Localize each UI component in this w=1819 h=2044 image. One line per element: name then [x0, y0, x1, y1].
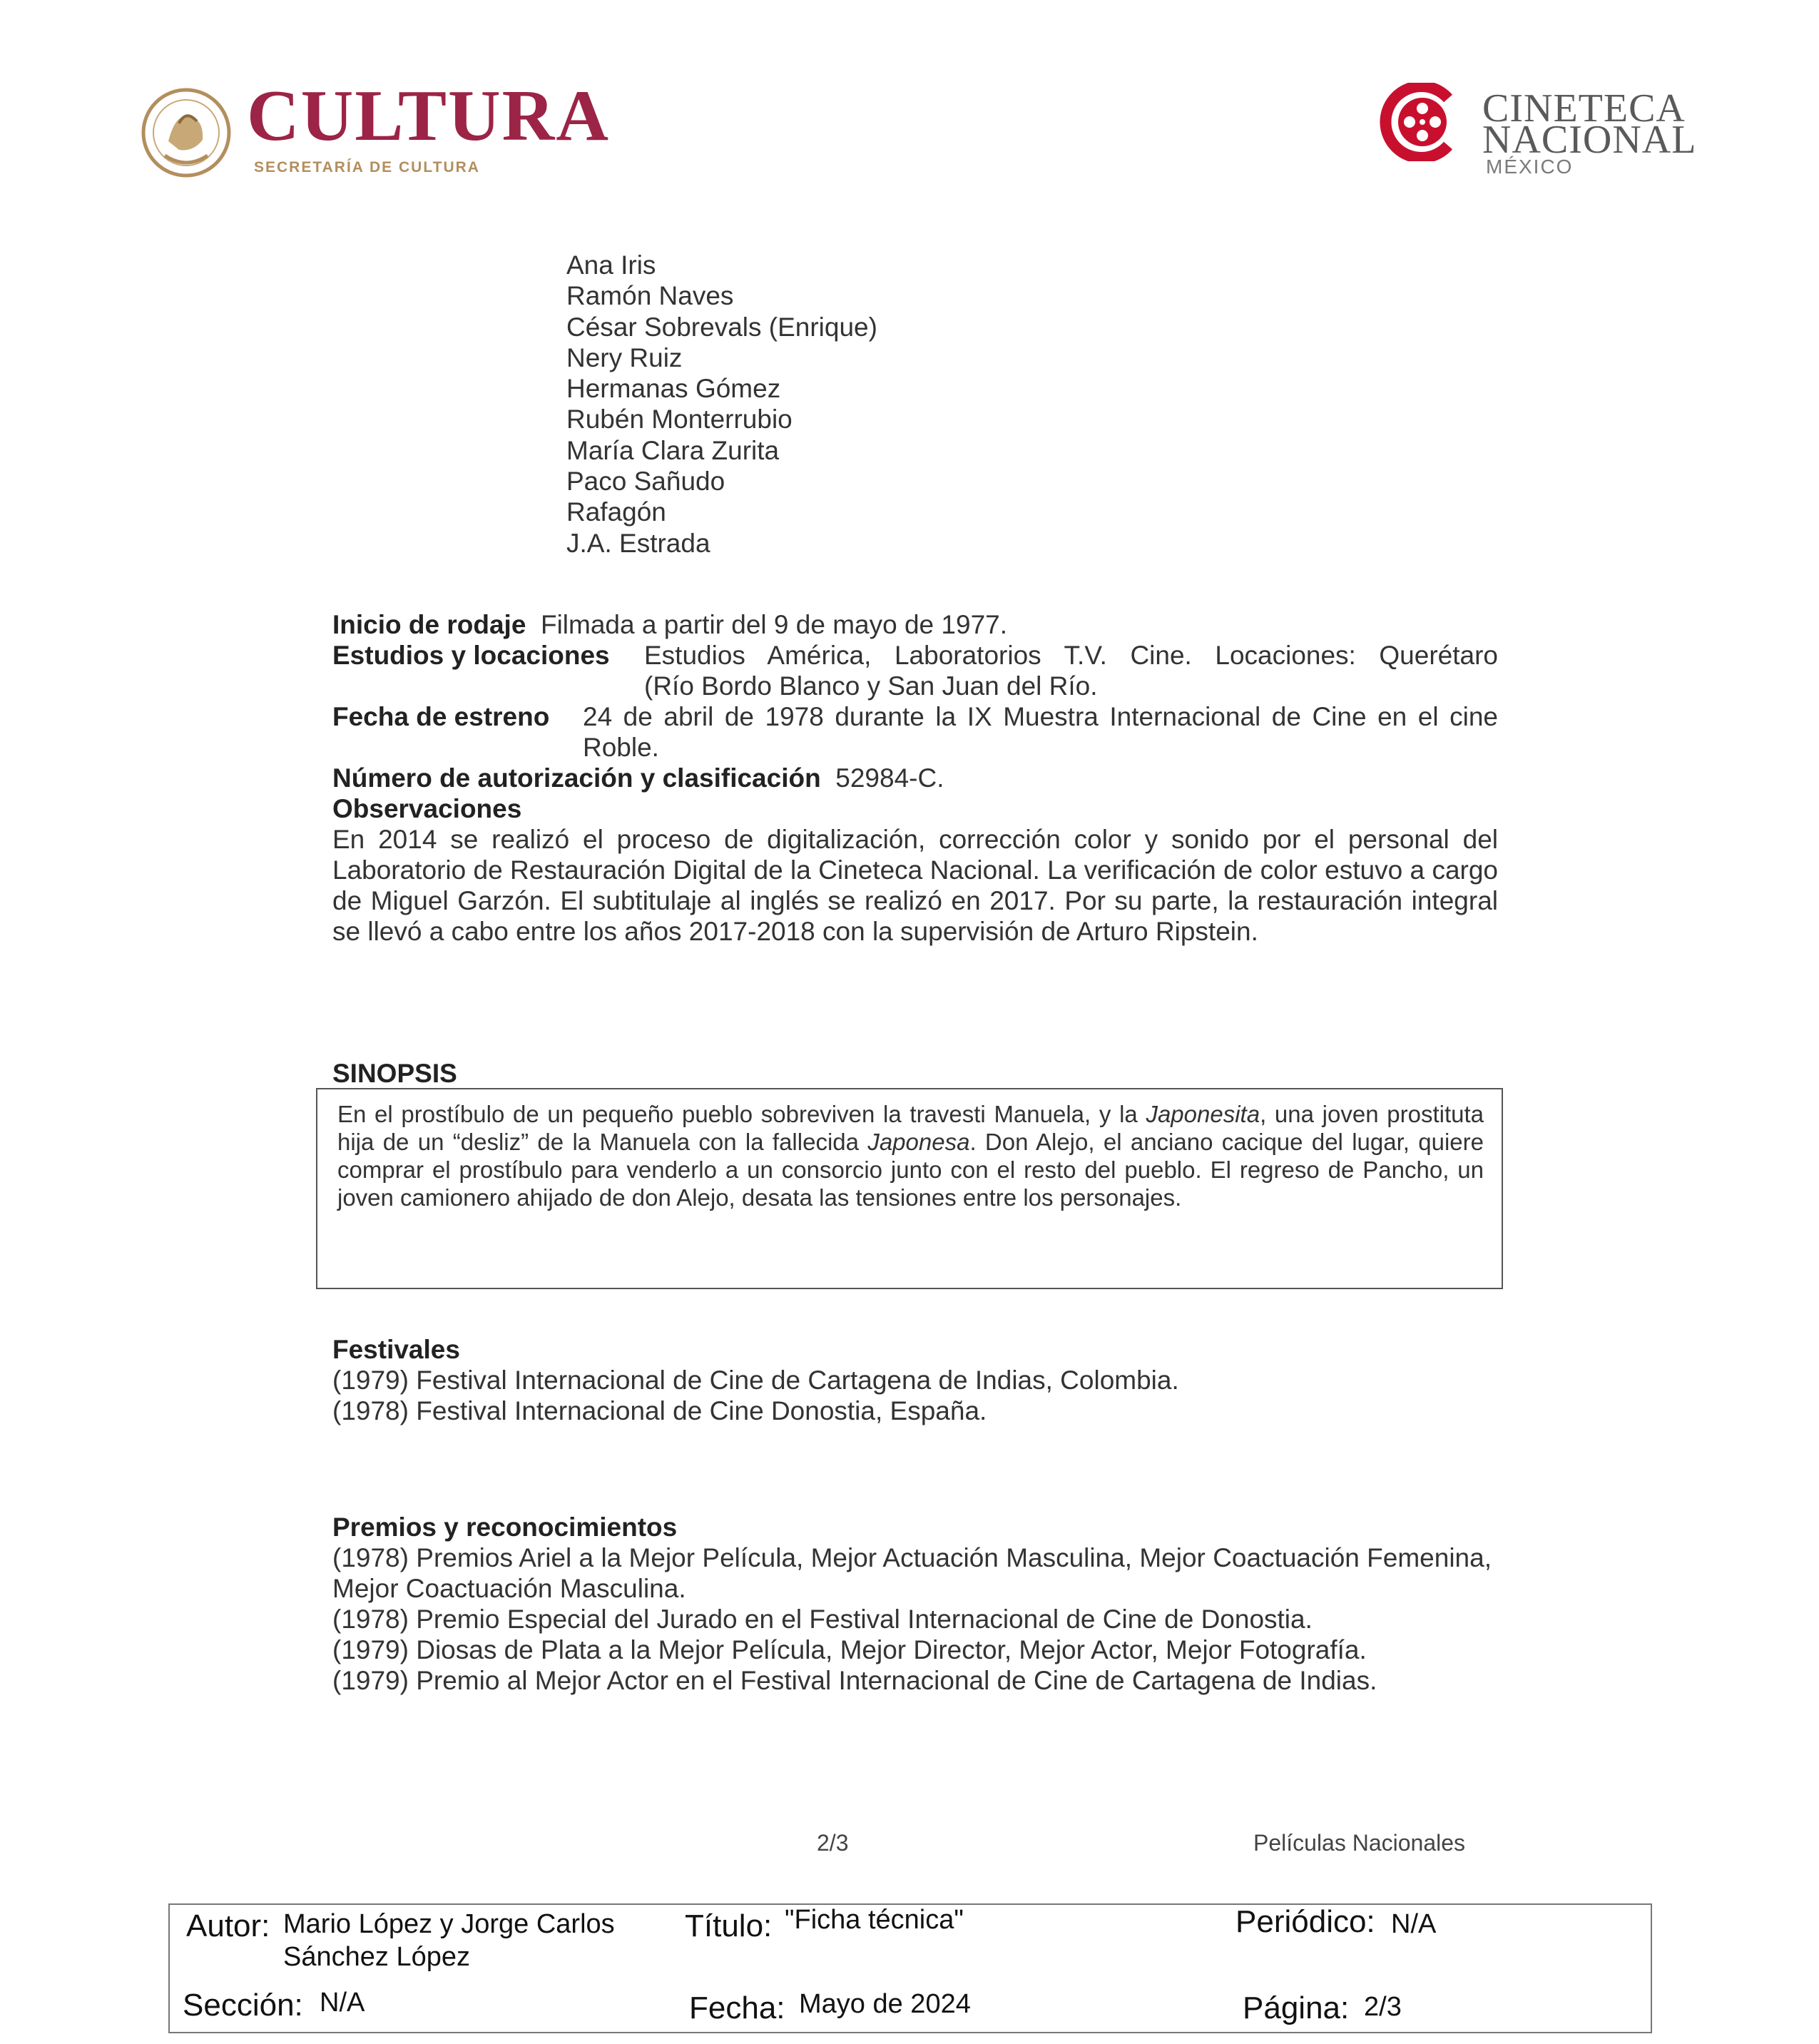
- sinopsis-text-part: . Don Alejo, el anciano cacique del lugar, quiere comprar el prostíbulo para venderlo a un consorcio junto con el resto del pueblo. El regreso de Pancho, un joven camionero ahijado de don Alejo, desata las tensiones entre los personajes.: [337, 1129, 1484, 1211]
- cast-item: J.A. Estrada: [566, 528, 710, 558]
- premios-heading: Premios y reconocimientos: [332, 1512, 678, 1542]
- pagina-value: 2/3: [1364, 1992, 1402, 2022]
- festival-item: (1979) Festival Internacional de Cine de Cartagena de Indias, Colombia.: [332, 1366, 1179, 1395]
- cast-item: Ramón Naves: [566, 281, 734, 311]
- autor-label: Autor:: [186, 1908, 270, 1943]
- field-inicio-rodaje: [332, 609, 1007, 640]
- premio-item: (1979) Premio al Mejor Actor en el Festival Internacional de Cine de Cartagena de Indias.: [332, 1666, 1377, 1695]
- titulo-value: "Ficha técnica": [785, 1905, 964, 1935]
- cineteca-wordmark-line2: NACIONAL: [1482, 118, 1697, 162]
- cast-item: César Sobrevals (Enrique): [566, 312, 877, 342]
- cast-item: Paco Sañudo: [566, 467, 725, 497]
- field-label: Fecha de estreno: [332, 702, 550, 731]
- observaciones-heading: Observaciones: [332, 794, 522, 823]
- field-estudios-value2: (Río Bordo Blanco y San Juan del Río.: [644, 671, 1098, 701]
- sinopsis-italic: Japonesita: [1146, 1101, 1260, 1127]
- autor-value-line1: Mario López y Jorge Carlos: [283, 1909, 615, 1939]
- titulo-label: Título:: [685, 1908, 773, 1943]
- sinopsis-heading: SINOPSIS: [332, 1059, 457, 1088]
- festival-item: (1978) Festival Internacional de Cine Donostia, España.: [332, 1396, 987, 1425]
- sinopsis-text-part: En el prostíbulo de un pequeño pueblo sobreviven la travesti Manuela, y la: [337, 1101, 1146, 1127]
- field-label: Número de autorización y clasificación: [332, 763, 821, 793]
- field-estreno-label: [332, 701, 549, 732]
- cast-list: [566, 250, 877, 559]
- cast-item: María Clara Zurita: [566, 435, 780, 465]
- field-label: Inicio de rodaje: [332, 610, 526, 639]
- cast-item: Ana Iris: [566, 250, 656, 280]
- cast-item: Rubén Monterrubio: [566, 405, 793, 434]
- field-estreno-value2: Roble.: [583, 733, 659, 762]
- cineteca-wordmark-line3: MÉXICO: [1486, 156, 1574, 178]
- observaciones-text: En 2014 se realizó el proceso de digitalización, corrección color y sonido por el personal del Laboratorio de Restauración Digital de la Cineteca Nacional. La verificación de color estuvo a cargo de Miguel Garzón. El subtitulaje al inglés se realizó en 2017. Por su parte, la restauración integral se llevó a cabo entre los años 2017-2018 con la supervisión de Arturo Ripstein.: [332, 825, 1498, 946]
- pagina-label: Página:: [1243, 1990, 1350, 2025]
- field-value: 52984-C.: [835, 763, 944, 793]
- cast-item: Nery Ruiz: [566, 342, 683, 372]
- seccion-label: Sección:: [183, 1988, 303, 2023]
- seccion-value: N/A: [320, 1988, 365, 2018]
- sinopsis-text: [337, 1100, 1484, 1211]
- field-estudios-value1: Estudios América, Laboratorios T.V. Cine. Locaciones: Querétaro: [644, 641, 1498, 670]
- autor-value-line2: Sánchez López: [283, 1942, 470, 1972]
- fecha-label: Fecha:: [689, 1990, 785, 2025]
- periodico-label: Periódico:: [1235, 1904, 1375, 1939]
- premio-item: (1978) Premio Especial del Jurado en el Festival Internacional de Cine de Donostia.: [332, 1605, 1313, 1634]
- periodico-value: N/A: [1391, 1909, 1437, 1939]
- festivales-heading: Festivales: [332, 1335, 460, 1364]
- sinopsis-italic: Japonesa: [867, 1129, 970, 1155]
- cast-item: Hermanas Gómez: [566, 374, 781, 404]
- page-section: Películas Nacionales: [1253, 1830, 1466, 1856]
- page-number: 2/3: [817, 1830, 849, 1856]
- field-estreno-value1: 24 de abril de 1978 durante la IX Muestra Internacional de Cine en el cine: [583, 702, 1498, 731]
- cultura-subtitle: SECRETARÍA DE CULTURA: [254, 159, 480, 176]
- cineteca-film-reel-icon: [1378, 83, 1459, 161]
- cineteca-wordmark-line1: CINETECA: [1482, 86, 1686, 131]
- premio-item: (1978) Premios Ariel a la Mejor Película, Mejor Actuación Masculina, Mejor Coactuación Femenina, Mejor Coactuación Masculina.: [332, 1543, 1492, 1603]
- fecha-value: Mayo de 2024: [799, 1989, 971, 2019]
- mexico-seal-icon: [140, 84, 233, 181]
- sinopsis-text-part: , una joven prostituta hija de un “desliz” de la Manuela con la fallecida: [337, 1101, 1484, 1155]
- cast-item: Rafagón: [566, 497, 666, 527]
- field-value: Filmada a partir del 9 de mayo de 1977.: [540, 610, 1008, 639]
- cultura-wordmark: CULTURA: [247, 76, 611, 156]
- premio-item: (1979) Diosas de Plata a la Mejor Película, Mejor Director, Mejor Actor, Mejor Fotografía.: [332, 1635, 1367, 1664]
- field-estudios-label: [332, 640, 610, 671]
- field-label: Estudios y locaciones: [332, 641, 610, 670]
- field-autorizacion: [332, 763, 944, 793]
